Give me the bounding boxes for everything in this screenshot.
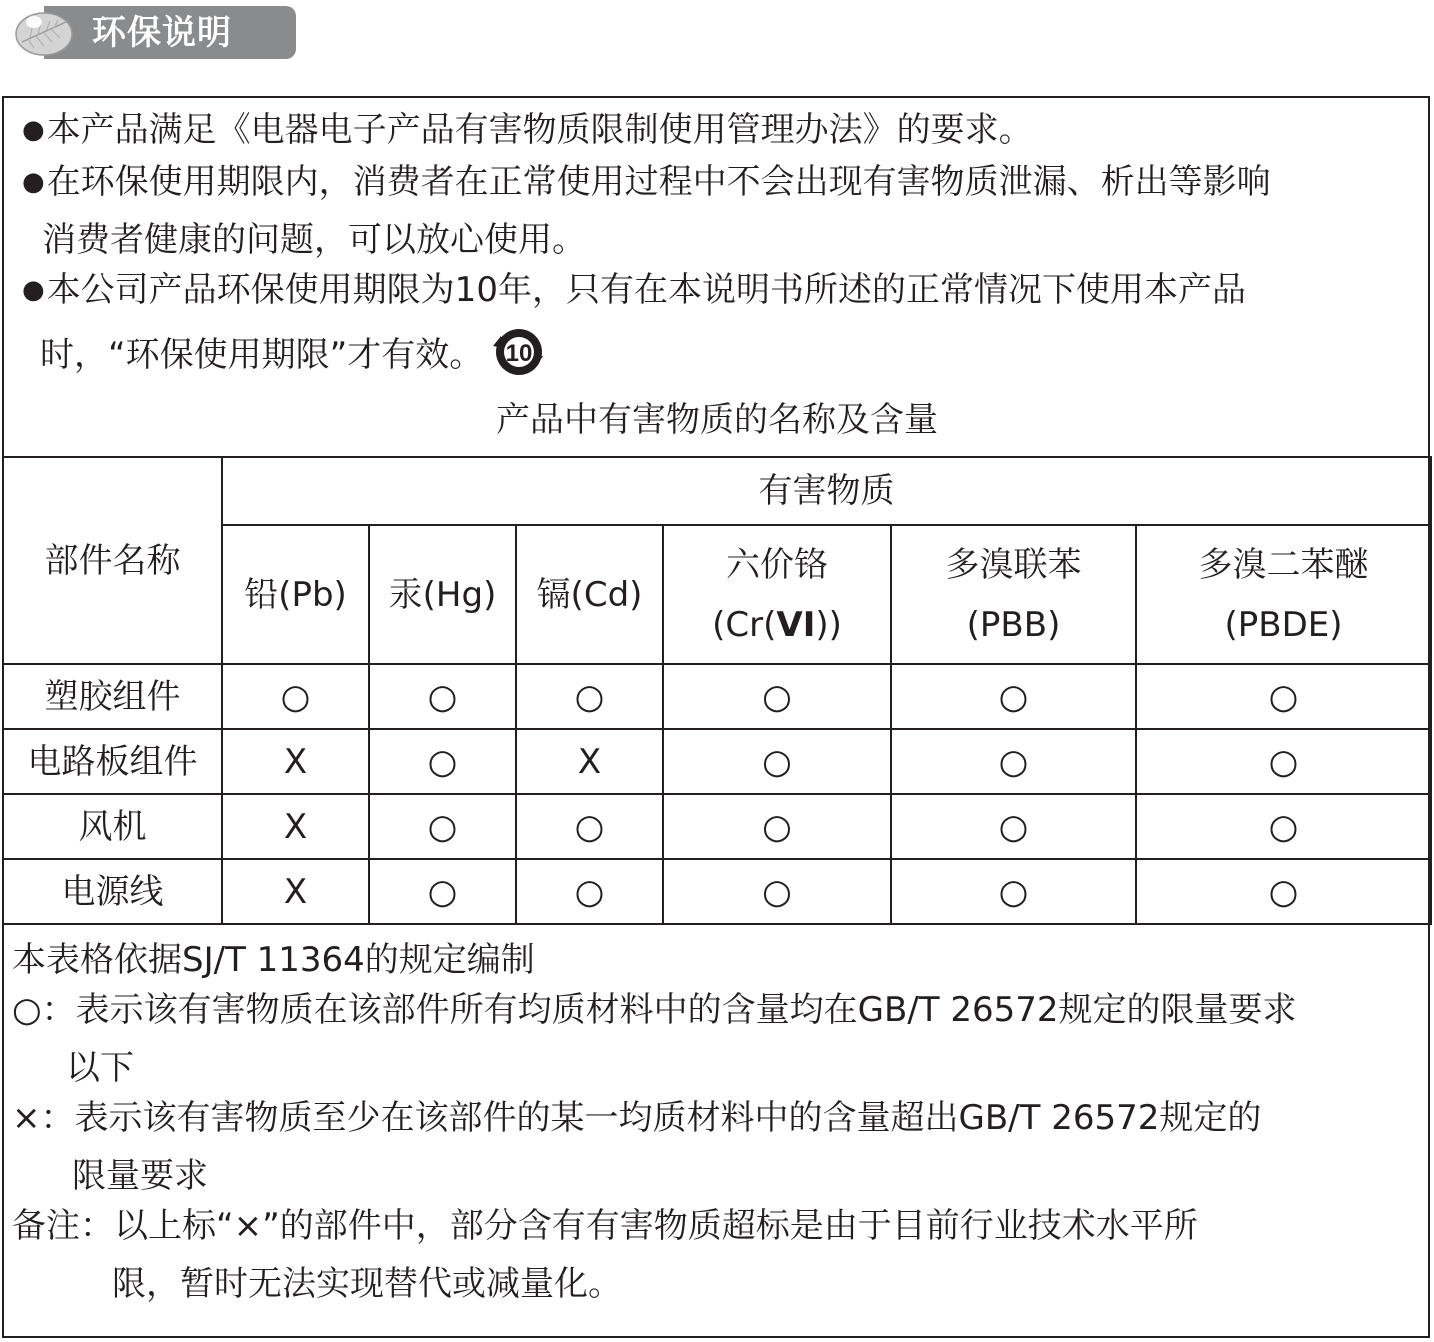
note-circle: ○：表示该有害物质在该部件所有均质材料中的含量均在GB/T 26572规定的限量要求 [12,990,1297,1030]
table-cell: ○ [663,664,891,729]
recycle-period-number: 10 [505,340,533,367]
part-name: 电源线 [3,859,222,924]
note-cross-continued: 限量要求 [72,1156,208,1196]
table-cell: ○ [516,859,663,924]
table-cell: ○ [891,794,1136,859]
table-cell: ○ [1136,794,1431,859]
table-cell: ○ [891,664,1136,729]
section-header [0,0,300,64]
table-cell: ○ [516,664,663,729]
statement-1: ●本产品满足《电器电子产品有害物质限制使用管理办法》的要求。 [22,110,1033,150]
part-name-header: 部件名称 [3,457,222,664]
table-cell: X [222,859,369,924]
table-cell: ○ [1136,859,1431,924]
bullet-icon: ● [22,115,45,145]
table-cell: ○ [891,729,1136,794]
substance-pbb: 多溴联苯 (PBB) [891,525,1136,664]
note-basis: 本表格依据SJ/T 11364的规定编制 [12,940,535,980]
table-cell: ○ [369,794,516,859]
part-name: 风机 [3,794,222,859]
recycle-period-icon [487,326,549,389]
note-remark-continued: 限，暂时无法实现替代或减量化。 [112,1264,622,1304]
substance-mercury: 汞(Hg) [369,525,516,664]
note-cross: ×：表示该有害物质至少在该部件的某一均质材料中的含量超出GB/T 26572规定的 [12,1098,1262,1138]
bullet-icon: ● [22,167,45,197]
table-cell: ○ [663,729,891,794]
hazardous-substance-header: 有害物质 [222,457,1431,525]
table-caption: 产品中有害物质的名称及含量 [496,400,938,440]
table-cell: ○ [1136,664,1431,729]
statement-3-continued: 时，“环保使用期限”才有效。 10 [40,326,549,389]
note-circle-continued: 以下 [66,1048,134,1088]
statement-2-continued: 消费者健康的问题，可以放心使用。 [42,220,586,260]
note-remark: 备注：以上标“×”的部件中，部分含有有害物质超标是由于目前行业技术水平所 [12,1206,1198,1246]
statement-3: ●本公司产品环保使用期限为10年，只有在本说明书所述的正常情况下使用本产品 [22,270,1246,310]
part-name: 电路板组件 [3,729,222,794]
table-row [3,794,1431,859]
table-row [3,664,1431,729]
table-cell: ○ [222,664,369,729]
table-cell: ○ [516,794,663,859]
part-name: 塑胶组件 [3,664,222,729]
substance-pbde: 多溴二苯醚 (PBDE) [1136,525,1431,664]
substance-cadmium: 镉(Cd) [516,525,663,664]
bullet-icon: ● [22,275,45,305]
substance-lead: 铅(Pb) [222,525,369,664]
table-row [3,859,1431,924]
table-cell: X [516,729,663,794]
table-cell: ○ [369,859,516,924]
leaf-icon [14,8,82,58]
hazardous-substance-table [2,456,1432,925]
table-cell: ○ [891,859,1136,924]
statement-2: ●在环保使用期限内，消费者在正常使用过程中不会出现有害物质泄漏、析出等影响 [22,162,1271,202]
table-cell: X [222,794,369,859]
header-title: 环保说明 [92,13,232,53]
table-row [3,729,1431,794]
table-cell: ○ [1136,729,1431,794]
table-cell: ○ [663,859,891,924]
table-cell: ○ [663,794,891,859]
table-cell: X [222,729,369,794]
substance-chromium-vi: 六价铬 (Cr(VI)) [663,525,891,664]
table-cell: ○ [369,664,516,729]
table-cell: ○ [369,729,516,794]
